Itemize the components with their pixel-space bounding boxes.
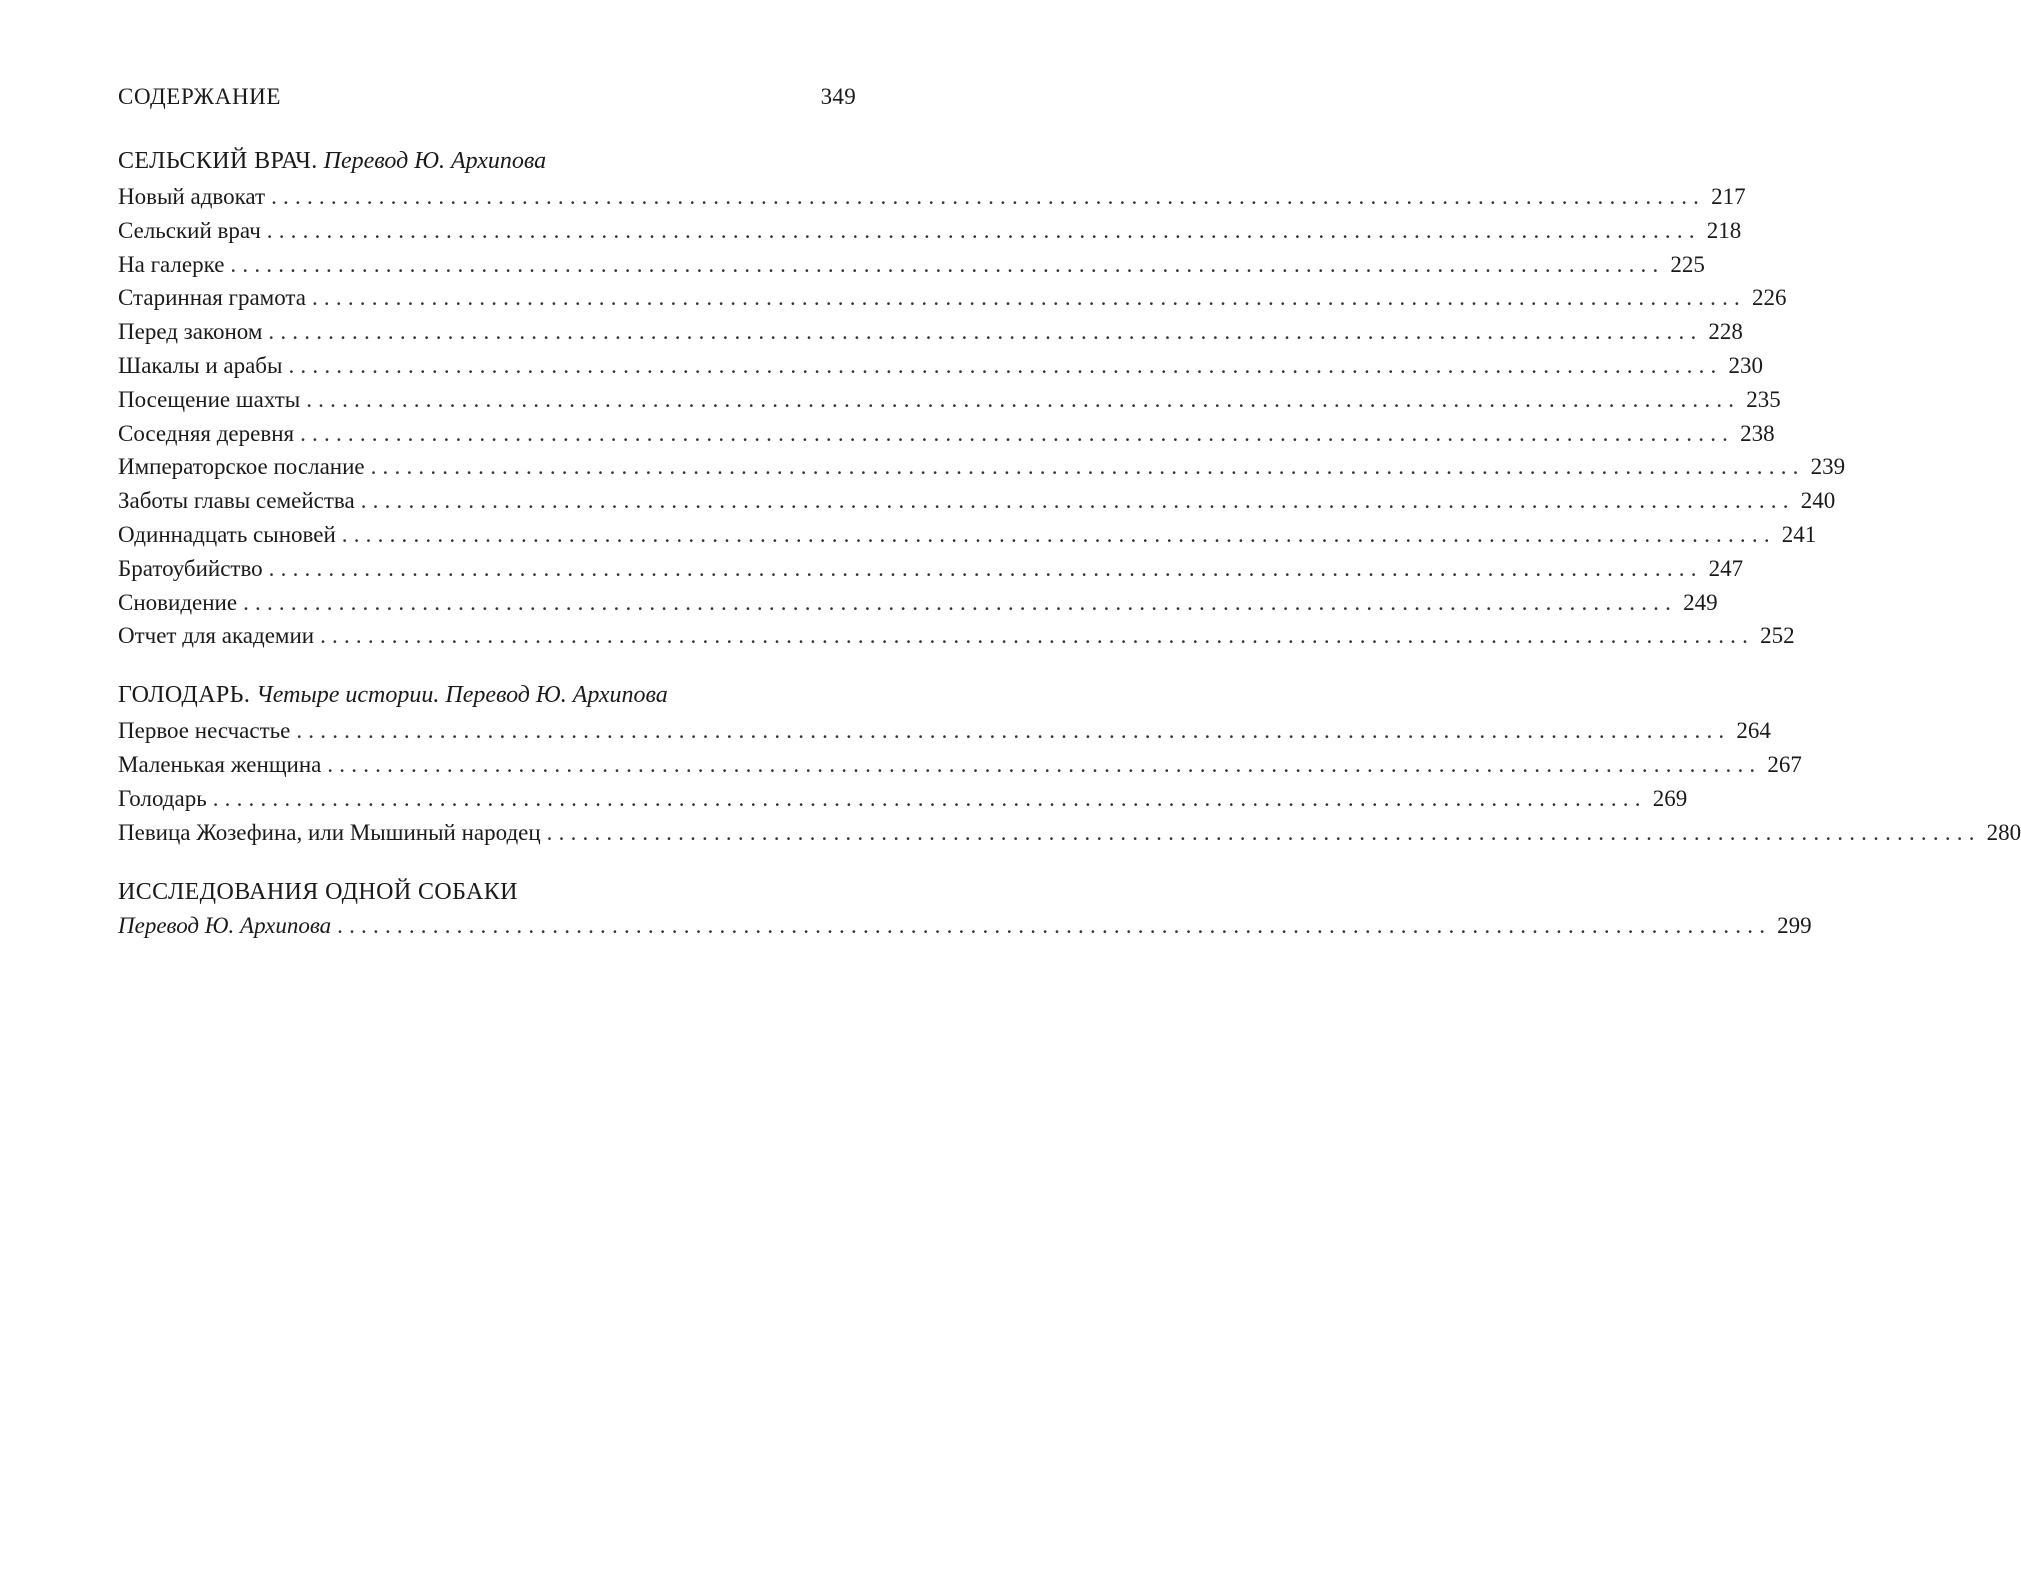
dot-leader: ........................................................................................................................ (268, 319, 1703, 345)
toc-entry-title: Сельский врач (118, 217, 261, 243)
dot-leader: ........................................................................................................................ (288, 352, 1723, 378)
section-heading-subtitle: Четыре истории. Перевод Ю. Архипова (256, 682, 668, 709)
toc-entry-title: Перед законом (118, 319, 263, 345)
toc-entry-title: Братоубийство (118, 555, 263, 581)
toc-entry-title: Соседняя деревня (118, 420, 295, 446)
toc-entry (118, 450, 1846, 484)
toc-entry-title: На галерке (118, 251, 225, 277)
section-heading (118, 144, 856, 178)
toc-entry-page-number: 264 (1736, 718, 1771, 744)
toc-entry-page-number: 238 (1740, 420, 1775, 446)
toc-entry-title: Посещение шахты (118, 386, 301, 412)
toc-entry-title: Заботы главы семейства (118, 488, 355, 514)
dot-leader: ........................................................................................................................ (546, 819, 1981, 845)
dot-leader: ........................................................................................................................ (243, 589, 1678, 615)
toc-entry (118, 909, 1812, 943)
toc-section (118, 678, 2021, 849)
toc-entry (118, 552, 1744, 586)
dot-leader: ........................................................................................................................ (341, 521, 1776, 547)
toc-section (118, 875, 1812, 943)
toc-list (118, 714, 2021, 849)
toc-entry (118, 349, 1763, 383)
toc-entry (118, 619, 1795, 653)
toc-entry-title: Сновидение (118, 589, 238, 615)
toc-entry-title: Старинная грамота (118, 285, 306, 311)
toc-entry-title: Перевод Ю. Архипова (118, 913, 332, 939)
toc-entry (118, 214, 1742, 248)
toc-entry-page-number: 267 (1767, 751, 1802, 777)
toc-page (118, 84, 2021, 943)
dot-leader: ........................................................................................................................ (268, 555, 1703, 581)
toc-entry (118, 782, 1688, 816)
dot-leader: ........................................................................................................................ (360, 488, 1795, 514)
toc-entry-page-number: 269 (1652, 785, 1688, 811)
dot-leader: ........................................................................................................................ (320, 623, 1755, 649)
toc-entry (118, 586, 1718, 620)
toc-list (118, 180, 1846, 653)
dot-leader: ........................................................................................................................ (370, 454, 1805, 480)
toc-entry-title: Первое несчастье (118, 718, 291, 744)
dot-leader: ........................................................................................................................ (311, 285, 1746, 311)
dot-leader: ........................................................................................................................ (212, 785, 1647, 811)
dot-leader: ........................................................................................................................ (271, 184, 1706, 209)
toc-entry-title: Певица Жозефина, или Мышиный народец (118, 819, 541, 845)
toc-entry-title: Голодарь (118, 785, 207, 811)
toc-entry-page-number: 240 (1800, 488, 1836, 514)
section-heading-translator: Перевод Ю. Архипова (323, 148, 547, 174)
toc-entry-title: Отчет для академии (118, 623, 315, 649)
toc-entry (118, 281, 1787, 315)
toc-entry (118, 518, 1817, 552)
toc-entry-page-number: 235 (1746, 386, 1781, 412)
toc-entry (118, 714, 1771, 748)
toc-entry (118, 383, 1781, 417)
toc-entry (118, 484, 1836, 518)
toc-entry (118, 816, 2021, 850)
toc-entry (118, 748, 1802, 782)
toc-entry (118, 417, 1775, 451)
toc-entry (118, 248, 1705, 282)
toc-entry-title: Новый адвокат (118, 184, 266, 209)
toc-entry-page-number: 228 (1708, 319, 1743, 345)
running-head-title: СОДЕРЖАНИЕ (118, 84, 282, 109)
dot-leader: ........................................................................................................................ (296, 718, 1731, 744)
toc-entry-page-number: 249 (1683, 589, 1718, 615)
dot-leader: ........................................................................................................................ (337, 913, 1772, 939)
toc-entry (118, 315, 1743, 349)
section-heading-title: ИССЛЕДОВАНИЯ ОДНОЙ СОБАКИ (118, 879, 518, 906)
toc-entry-page-number: 226 (1751, 285, 1787, 311)
section-heading-title: СЕЛЬСКИЙ ВРАЧ. (118, 148, 318, 174)
toc-entry-page-number: 225 (1670, 251, 1705, 277)
toc-entry-page-number: 299 (1777, 913, 1812, 939)
toc-entry-page-number: 241 (1781, 521, 1817, 547)
section-heading (118, 875, 856, 909)
toc-entry (118, 180, 1746, 214)
toc-section (118, 144, 1846, 653)
dot-leader: ........................................................................................................................ (306, 386, 1741, 412)
running-head-page-number: 349 (820, 84, 856, 109)
dot-leader: ........................................................................................................................ (230, 251, 1665, 277)
toc-entry-title: Одиннадцать сыновей (118, 521, 336, 547)
dot-leader: ........................................................................................................................ (266, 217, 1701, 243)
dot-leader: ........................................................................................................................ (327, 751, 1762, 777)
toc-entry-page-number: 230 (1728, 352, 1763, 378)
toc-entry-title: Маленькая женщина (118, 751, 322, 777)
toc-entry-page-number: 280 (1986, 819, 2021, 845)
toc-entry-page-number: 252 (1760, 623, 1795, 649)
toc-list (118, 909, 1812, 943)
dot-leader: ........................................................................................................................ (300, 420, 1735, 446)
toc-entry-page-number: 218 (1706, 217, 1742, 243)
toc-entry-page-number: 239 (1810, 454, 1846, 480)
toc-entry-title: Императорское послание (118, 454, 365, 480)
toc-entry-title: Шакалы и арабы (118, 352, 283, 378)
toc-entry-page-number: 247 (1708, 555, 1744, 581)
toc-entry-page-number: 217 (1711, 184, 1746, 209)
section-heading-title: ГОЛОДАРЬ. (118, 682, 251, 709)
running-head (118, 84, 856, 122)
section-heading (118, 678, 856, 712)
